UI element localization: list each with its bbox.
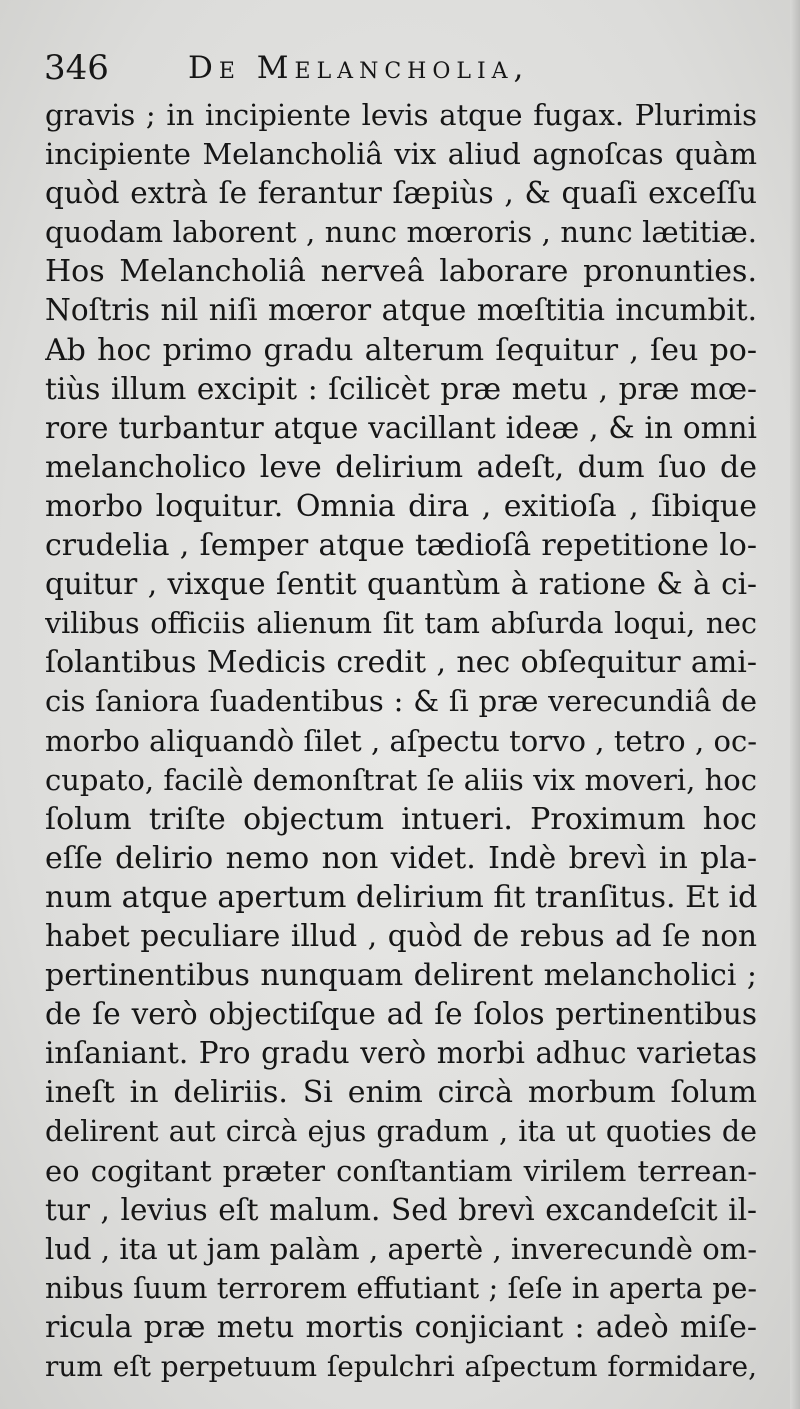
running-head — [44, 42, 764, 94]
page-number: 346 — [44, 48, 109, 88]
text-line: pertinentibus nunquam delirent melancholici ; — [45, 958, 757, 994]
text-line: tur , levius eſt malum. Sed brevì excandeſcit il- — [45, 1192, 757, 1227]
text-line: quitur , vixque ſentit quantùm à ratione & à ci- — [45, 567, 757, 602]
text-line: quodam laborent , nunc mœroris , nunc lætitiæ. — [45, 215, 757, 250]
text-line: crudelia , ſemper atque tædioſâ repetitione lo- — [45, 528, 757, 564]
text-line: eo cogitant præter conſtantiam virilem terrean- — [45, 1153, 757, 1188]
text-line: inſaniant. Pro gradu verò morbi adhuc varietas — [45, 1036, 757, 1071]
text-line: nibus ſuum terrorem effutiant ; ſeſe in aperta pe- — [45, 1271, 757, 1305]
text-line: melancholico leve delirium adeſt, dum ſuo de — [45, 449, 757, 485]
text-line: lud , ita ut jam palàm , apertè , inverecundè om- — [45, 1231, 757, 1266]
text-line: de ſe verò objectiſque ad ſe ſolos pertinentibus — [45, 997, 757, 1032]
text-line: cupato, facilè demonſtrat ſe aliis vix moveri, hoc — [45, 762, 757, 797]
text-line: delirent aut circà ejus gradum , ita ut quoties de — [45, 1115, 757, 1149]
text-line: quòd extrà ſe ferantur ſæpiùs , & quaſi exceſſu — [45, 176, 757, 211]
text-line: morbo loquitur. Omnia dira , exitioſa , ſibique — [45, 488, 757, 524]
text-line: incipiente Melancholiâ vix aliud agnoſcas quàm — [45, 137, 757, 172]
running-head-title: De Melancholia, — [188, 50, 530, 86]
text-line: morbo aliquandò ſilet , aſpectu torvo , tetro , oc- — [45, 723, 757, 758]
page-edge-shadow — [790, 0, 800, 1409]
text-line: num atque apertum delirium fit tranſitus. Et id — [45, 879, 757, 915]
text-line: rum eſt perpetuum ſepulchri aſpectum formidare, — [45, 1350, 757, 1383]
text-line: ineſt in deliriis. Si enim circà morbum ſolum — [45, 1075, 757, 1111]
text-line: gravis ; in incipiente levis atque fugax. Plurimis — [45, 98, 757, 132]
text-line: ſolantibus Medicis credit , nec obſequitur ami- — [45, 645, 757, 681]
text-line: habet peculiare illud , quòd de rebus ad ſe non — [45, 918, 757, 953]
text-line: Ab hoc primo gradu alterum ſequitur , ſeu po- — [45, 332, 757, 368]
text-line: rore turbantur atque vacillant ideæ , & in omni — [45, 410, 757, 445]
text-line: Hos Melancholiâ nerveâ laborare pronunties. — [45, 254, 757, 290]
text-line: ſolum triſte objectum intueri. Proximum hoc — [45, 801, 757, 837]
text-line: cis ſaniora ſuadentibus : & ſi præ verecundiâ de — [45, 684, 757, 719]
text-line: tiùs illum excipit : ſcilicèt præ metu , præ mœ- — [45, 371, 757, 406]
text-line: Noſtris nil niſi mœror atque mœſtitia incumbit. — [45, 293, 757, 328]
body-text — [45, 96, 757, 1386]
text-line: ricula præ metu mortis conjiciant : adeò miſe- — [45, 1309, 757, 1345]
text-line: eſſe delirio nemo non videt. Indè brevì in pla- — [45, 840, 757, 876]
text-line: vilibus officiis alienum ſit tam abſurda loqui, nec — [45, 607, 757, 641]
